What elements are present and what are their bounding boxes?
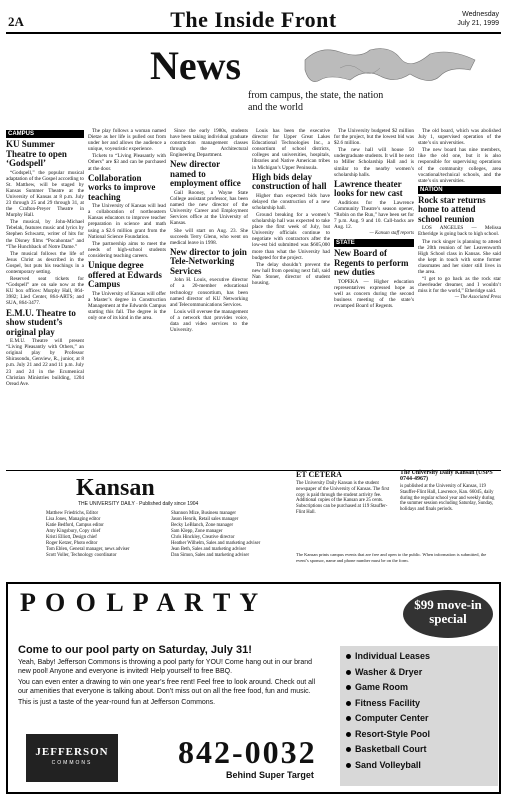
location-note: Behind Super Target <box>226 770 314 780</box>
article-paragraph: The delay shouldn’t prevent the new hall from opening next fall, said Nan Stoner, director of student housing. <box>252 261 330 286</box>
logo-text: JEFFERSON <box>35 746 109 758</box>
bullet-icon <box>346 670 351 675</box>
ad-paragraph: Yeah, Baby! Jefferson Commons is throwing a pool party for YOU! Come hang out in our brand new pool! Anyone and everyone is invited! Help yourself to free BBQ. <box>18 659 313 675</box>
article-paragraph: Gail Rooney, a Wayne State College assistant professor, has been named the new director of the University Career and Employment Services office at the University of Kansas. <box>170 189 248 227</box>
staff-list-right <box>171 511 296 559</box>
news-banner-title: News <box>150 43 242 88</box>
staff-entry: Amy Kingsbury, Copy chief <box>46 529 101 534</box>
article-paragraph: The musical follows the life of Jesus Christ as described in the Gospel, but puts his teachings in a contemporary setting. <box>6 250 84 275</box>
staff-entry: Shannon Mize, Business manager <box>171 511 237 516</box>
column-4 <box>252 128 330 468</box>
article-paragraph: John H. Louis, executive director of a 20-member educational technology consortium, has been named director of KU Networking and Telecommunications Services. <box>170 277 248 308</box>
headline: Collaboration works to improve teaching <box>88 172 156 202</box>
article-paragraph: Ground breaking for a women’s scholarship hall was expected to take place the first week of July, but University officials continue to negotiate with contractors after the low-est bid submitted was $605,000 more than what the University had budgeted for the project. <box>252 211 330 261</box>
section-label-nation: NATION <box>418 186 501 194</box>
bullet-icon <box>346 685 351 690</box>
article-paragraph: Auditions for the Lawrence Community Theatre’s season opener, “Robin on the Run,” have been set for 7 p.m. Aug. 9 and 10. Call-backs are Aug. 12. <box>334 199 414 231</box>
headline: E.M.U. Theatre to show student’s original play <box>6 307 76 337</box>
article-paragraph: The University of Kansas will offer a Master’s degree in Construction Management at the Edwards Campus starting this fall. The degree is the only one of its kind in the area. <box>88 290 166 321</box>
page-number: 2A <box>8 14 24 29</box>
staff-entry: Katie Bedford, Campus editor <box>46 523 104 528</box>
article-paragraph: Tickets to “Living Pleasantly with Others” are $3 and can be purchased at the door. <box>88 153 166 172</box>
ad-paragraph: This is just a taste of the year-round fun at Jefferson Commons. <box>18 699 216 706</box>
headline: Unique degree offered at Edwards Campus <box>88 260 162 289</box>
article-paragraph: She will start on Aug. 23. She succeeds Terry Glenn, who went on medical leave in 1998. <box>170 227 248 246</box>
article-paragraph: The old board, which was abolished July 1, supervised operation of the state’s six universities. <box>418 128 501 147</box>
logo-subtext: COMMONS <box>51 760 93 766</box>
staff-entry: Lisa Jones, Managing editor <box>46 517 101 522</box>
article-paragraph: The musical, by John-Michael Tebelak, features music and lyrics by Stephen Schwartz, writer of hits for the Disney films “Pocahontas” and “The Hunchback of Notre Dame.” <box>6 219 84 250</box>
amenity-item: Basketball Court <box>346 742 492 758</box>
issue-date <box>457 10 499 28</box>
section-label-campus: CAMPUS <box>6 130 84 138</box>
et-cetera-body: The University Daily Kansan is the student newspaper of the University of Kansas. The first copy is paid through the student activity fee. Additional copies of the Kansan are 25 cents. Subscriptions can be purchased at 119 Stauffer-Flint Hall. <box>296 481 390 515</box>
amenity-item: Computer Center <box>346 711 492 727</box>
article-paragraph: E.M.U. Theatre will present “Living Pleasantly with Others,” an original play by Professor Shirasondu, Genview, R., junior, at 8 p.m. July 21 and 22 and 11 p.m. July 23 and 24 in the Ecumenical Christian Ministries building, 1204 Oread Ave. <box>6 338 84 387</box>
amenities-list <box>340 646 498 786</box>
amenity-item: Resort-Style Pool <box>346 727 492 743</box>
et-cetera-title: ET CETERA <box>296 470 342 479</box>
staff-entry: Kristi Elliott, Design chief <box>46 535 97 540</box>
bullet-icon <box>346 747 351 752</box>
article-paragraph: The University of Kansas will lead a collaboration of northeastern Kansas educators to improve teacher preparation in science and math using a $2.6 million grant from the National Science Foundation. <box>88 203 166 240</box>
amenity-item: Game Room <box>346 680 492 696</box>
article-paragraph: The University budgeted $2 million for the project, but the lowest bid was $2.6 million. <box>334 128 414 147</box>
staff-entry: Sam Klepp, Zone manager <box>171 529 223 534</box>
staff-entry: Heather Wilhelm, Sales and marketing adviser <box>171 541 261 546</box>
staff-entry: Roger Ketzer, Photo editor <box>46 541 98 546</box>
credit-line: — Kansan staff reports <box>369 231 414 237</box>
ad-title: Come to our pool party on Saturday, July 31! <box>18 644 252 656</box>
column-3 <box>170 128 248 468</box>
column-6 <box>418 128 501 468</box>
article-paragraph: The new board has nine members, like the old one, but it is also responsible for supervising operations of the community colleges, area vocational/technical schools, and the state’s six universities. <box>418 147 501 184</box>
column-5 <box>334 128 414 468</box>
issue-day: Wednesday <box>462 11 499 18</box>
et-cetera-box <box>296 470 396 565</box>
article-paragraph: Louis will oversee the management of a network that provides voice, data and video services to the University. <box>170 308 248 334</box>
staff-list-left <box>46 511 166 559</box>
amenity-item: Sand Volleyball <box>346 758 492 774</box>
article-paragraph: Since the early 1980s, students have been taking individual graduate construction management classes through the Architectural Engineering Department. <box>170 128 248 159</box>
headline: New director to join Tele-Networking Services <box>170 246 247 276</box>
daily-kansan-title: The University Daily Kansan (USPS 0744-4967) <box>400 470 493 482</box>
staff-entry: Matthew Friedrichs, Editor <box>46 511 99 516</box>
article-paragraph: The partnership aims to meet the needs of high-school students considering teaching careers. <box>88 240 166 259</box>
headline: High bids delay construction of hall <box>252 171 327 192</box>
ad-copy <box>18 644 318 707</box>
daily-kansan-body: is published at the University of Kansas, 119 Stauffer-Flint Hall, Lawrence, Kan. 66045, daily during the regular school year and weekly during the summer session excluding Saturday, Sunday, holidays and finals periods. <box>400 484 495 513</box>
staff-entry: Jean Beth, Sales and marketing adviser <box>171 547 247 552</box>
article-paragraph: TOPEKA — Higher education representatives expressed hope as well as concern during the second business meeting of the state’s revamped Board of Regents. <box>334 278 414 310</box>
article-paragraph: The new hall will house 50 undergraduate students. It will be next to Miller Scholarship Hall and is similar to the nearby women’s scholarship halls. <box>334 147 414 178</box>
bullet-icon <box>346 716 351 721</box>
staff-entry: Scott Voller, Technology coordinator <box>46 553 117 558</box>
article-paragraph: Higher than expected bids have delayed the construction of a new scholarship hall. <box>252 192 330 211</box>
daily-kansan-box <box>400 470 500 565</box>
amenity-item: Individual Leases <box>346 649 492 665</box>
headline: Rock star returns home to attend school reunion <box>418 194 486 224</box>
article-paragraph: The rock singer is planning to attend the 20th reunion of her Leavenworth High School class in Kansas. She said she kept in touch with some former classmates and her sister still lives in the area. <box>418 238 501 275</box>
staff-entry: Jason Henrik, Retail sales manager <box>171 517 239 522</box>
staff-entry: Chris Hinckley, Creative director <box>171 535 235 540</box>
article-paragraph: “Godspell,” the popular musical adaptation of the Gospel according to St. Matthew, will be staged by Kansas Summer Theatre at the University of Kansas at 8 p.m. July 23 through 25 and 29 through 31, at the Crafton-Preyer Theatre in Murphy Hall. <box>6 169 84 219</box>
ad-paragraph: You can even enter a drawing to win one year’s free rent! Feel free to look around. Check out all our amenities that everyone is talking about. Don’t miss out on all the free food, fun and music. <box>18 679 316 695</box>
jefferson-commons-logo <box>26 734 118 782</box>
bullet-icon <box>346 654 351 659</box>
article-paragraph: The play follows a woman named Dietze as her life is pulled out from under her and allows the audience a unique, voyeuristic experience. <box>88 128 166 153</box>
column-2 <box>88 128 166 468</box>
kansan-logo: Kansan <box>76 475 155 501</box>
ad-headline: P O O L P A R T Y <box>20 588 261 617</box>
amenity-item: Washer & Dryer <box>346 665 492 681</box>
kansan-subtitle: THE UNIVERSITY DAILY · Published daily since 1904 <box>78 501 199 507</box>
world-map-art <box>300 40 480 90</box>
credit-line: — The Associated Press <box>454 295 501 301</box>
staff-entry: Tom Eblen, General manager, news adviser <box>46 547 130 552</box>
issue-date-text: July 21, 1999 <box>457 20 499 27</box>
section-label-state: STATE <box>334 239 414 247</box>
news-tagline: from campus, the state, the nation and the world <box>248 90 384 113</box>
article-paragraph: LOS ANGELES — Melissa Etheridge is going back to high school. <box>418 225 501 238</box>
phone-number: 842-0032 <box>178 734 317 770</box>
headline: New director named to employment office <box>170 159 241 189</box>
column-1 <box>6 128 84 468</box>
section-title: The Inside Front <box>170 7 337 32</box>
staff-entry: Becky LeBlanch, Zone manager <box>171 523 234 528</box>
headline: Lawrence theater looks for new cast <box>334 178 403 199</box>
bullet-icon <box>346 732 351 737</box>
bullet-icon <box>346 763 351 768</box>
headline: New Board of Regents to perform new duties <box>334 248 409 278</box>
masthead <box>6 6 501 34</box>
events-notice: The Kansan prints campus events that are free and open to the public. When information is submitted, the event’s sponsor, name and phone number must be on the form. <box>296 552 487 563</box>
article-paragraph: Louis has been the executive director for Upper Great Lakes Educational Technologies Inc., a consortium of school districts, colleges and universities, hospitals, libraries and Native American tribes in Michigan’s Upper Peninsula. <box>252 128 330 171</box>
staff-entry: Dan Simon, Sales and marketing adviser <box>171 553 250 558</box>
amenity-item: Fitness Facility <box>346 696 492 712</box>
headline: KU Summer Theatre to open ‘Godspell’ <box>6 139 67 168</box>
move-in-special-burst: $99 move-in special <box>403 590 493 638</box>
pool-party-ad <box>6 582 501 794</box>
bullet-icon <box>346 701 351 706</box>
article-paragraph: “I get to go back as the rock star cheerleader dreamer, and I wouldn’t miss it for the world,” Etheridge said. <box>418 276 501 295</box>
article-paragraph: Reserved seat tickets for “Godspell” are on sale now at the KU box offices: Murphy Hall, 864-3982; Lied Center, 864-ARTS; and SUA, 864-3477. <box>6 276 84 307</box>
